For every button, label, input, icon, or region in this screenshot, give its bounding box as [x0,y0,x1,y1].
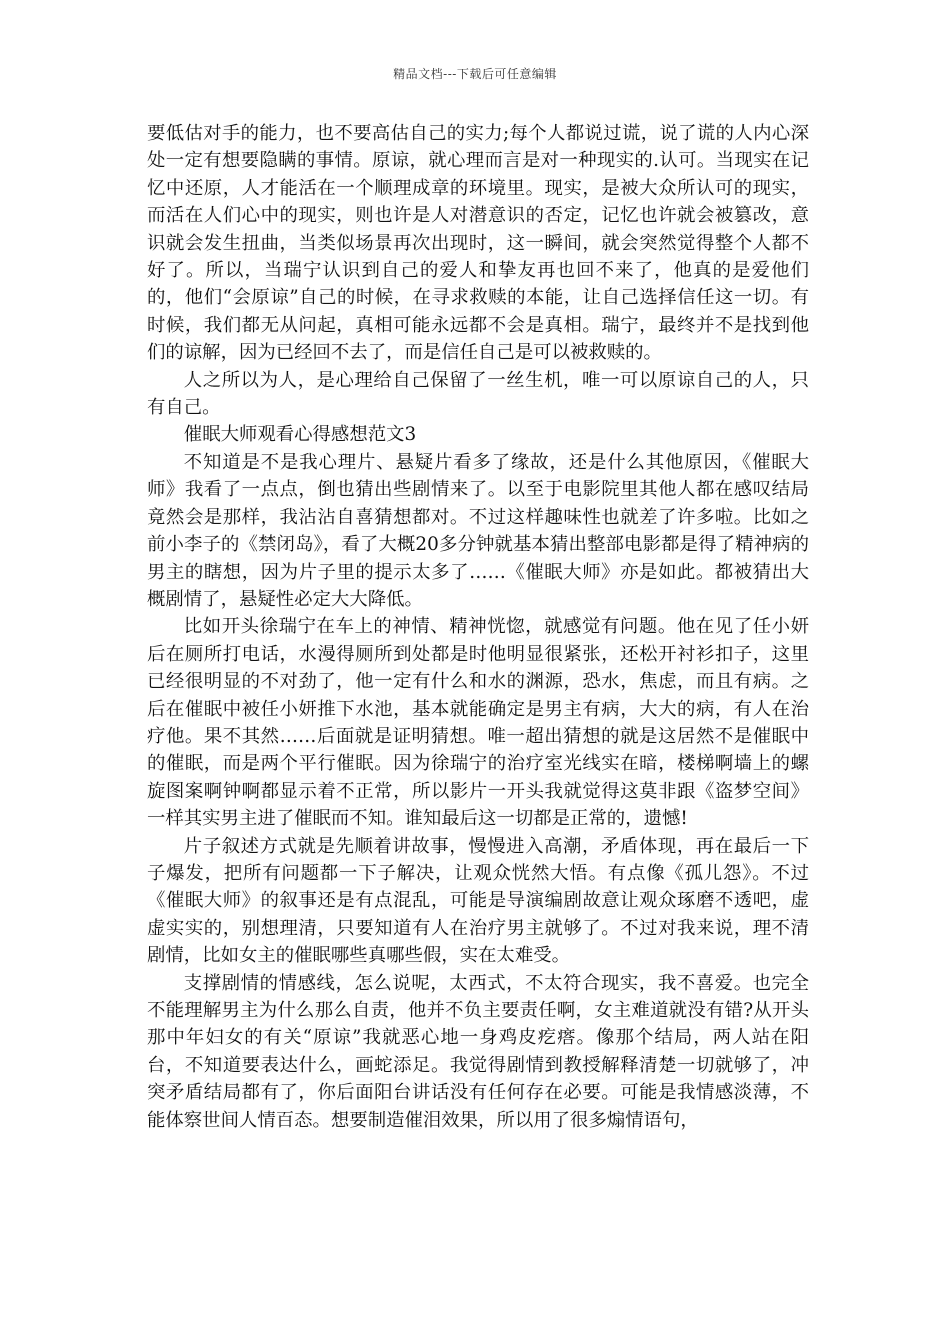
paragraph-continued: 要低估对手的能力，也不要高估自己的实力;每个人都说过谎，说了谎的人内心深处一定有想要隐瞒的事情。原谅，就心理而言是对一种现实的.认可。当现实在记忆中还原，人才能活在一个顺理成章的环境里。现实，是被大众所认可的现实，而活在人们心中的现实，则也许是人对潜意识的否定，记忆也许就会被篡改，意识就会发生扭曲，当类似场景再次出现时，这一瞬间，就会突然觉得整个人都不好了。所以，当瑞宁认识到自己的爱人和挚友再也回不来了，他真的是爱他们的，他们“会原谅”自己的时候，在寻求救赎的本能，让自己选择信任这一切。有时候，我们都无从问起，真相可能永远都不会是真相。瑞宁，最终并不是找到他们的谅解，因为已经回不去了，而是信任自己是可以被救赎的。 [147,123,809,364]
paragraph: 人之所以为人，是心理给自己保留了一丝生机，唯一可以原谅自己的人，只有自己。 [147,369,809,419]
document-body [147,120,809,1134]
paragraph: 支撑剧情的情感线，怎么说呢，太西式，不太符合现实，我不喜爱。也完全不能理解男主为什么那么自责，他并不负主要责任啊，女主难道就没有错?从开头那中年妇女的有关“原谅”我就恶心地一身鸡皮疙瘩。像那个结局，两人站在阳台，不知道要表达什么，画蛇添足。我觉得剧情到教授解释清楚一切就够了，冲突矛盾结局都有了，你后面阳台讲话没有任何存在必要。可能是我情感淡薄，不能体察世间人情百态。想要制造催泪效果，所以用了很多煽情语句， [147,972,809,1131]
section-heading: 催眠大师观看心得感想范文3 [183,424,417,446]
paragraph: 不知道是不是我心理片、悬疑片看多了缘故，还是什么其他原因，《催眠大师》我看了一点点，倒也猜出些剧情来了。以至于电影院里其他人都在感叹结局竟然会是那样，我沾沾自喜猜想都对。不过这样趣味性也就差了许多啦。比如之前小李子的《禁闭岛》，看了大概20多分钟就基本猜出整部电影都是得了精神病的男主的瞎想，因为片子里的提示太多了……《催眠大师》亦是如此。都被猜出大概剧情了，悬疑性必定大大降低。 [147,451,809,610]
paragraph: 片子叙述方式就是先顺着讲故事，慢慢进入高潮，矛盾体现，再在最后一下子爆发，把所有问题都一下子解决，让观众恍然大悟。有点像《孤儿怨》。不过《催眠大师》的叙事还是有点混乱，可能是导演编剧故意让观众琢磨不透吧，虚虚实实的，别想理清，只要知道有人在治疗男主就够了。不过对我来说，理不清剧情，比如女主的催眠哪些真哪些假，实在太难受。 [147,835,809,967]
paragraph: 比如开头徐瑞宁在车上的神情、精神恍惚，就感觉有问题。他在见了任小妍后在厕所打电话，水漫得厕所到处都是时他明显很紧张，还松开衬衫扣子，这里已经很明显的不对劲了，他一定有什么和水的渊源，恐水，焦虑，而且有病。之后在催眠中被任小妍推下水池，基本就能确定是男主有病，大大的病，有人在治疗他。果不其然……后面就是证明猜想。唯一超出猜想的就是这居然不是催眠中的催眠，而是两个平行催眠。因为徐瑞宁的治疗室光线实在暗，楼梯啊墙上的螺旋图案啊钟啊都显示着不正常，所以影片一开头我就觉得这莫非跟《盗梦空间》一样其实男主进了催眠而不知。谁知最后这一切都是正常的，遗憾! [147,616,809,830]
page-header: 精品文档---下载后可任意编辑 [393,67,557,81]
